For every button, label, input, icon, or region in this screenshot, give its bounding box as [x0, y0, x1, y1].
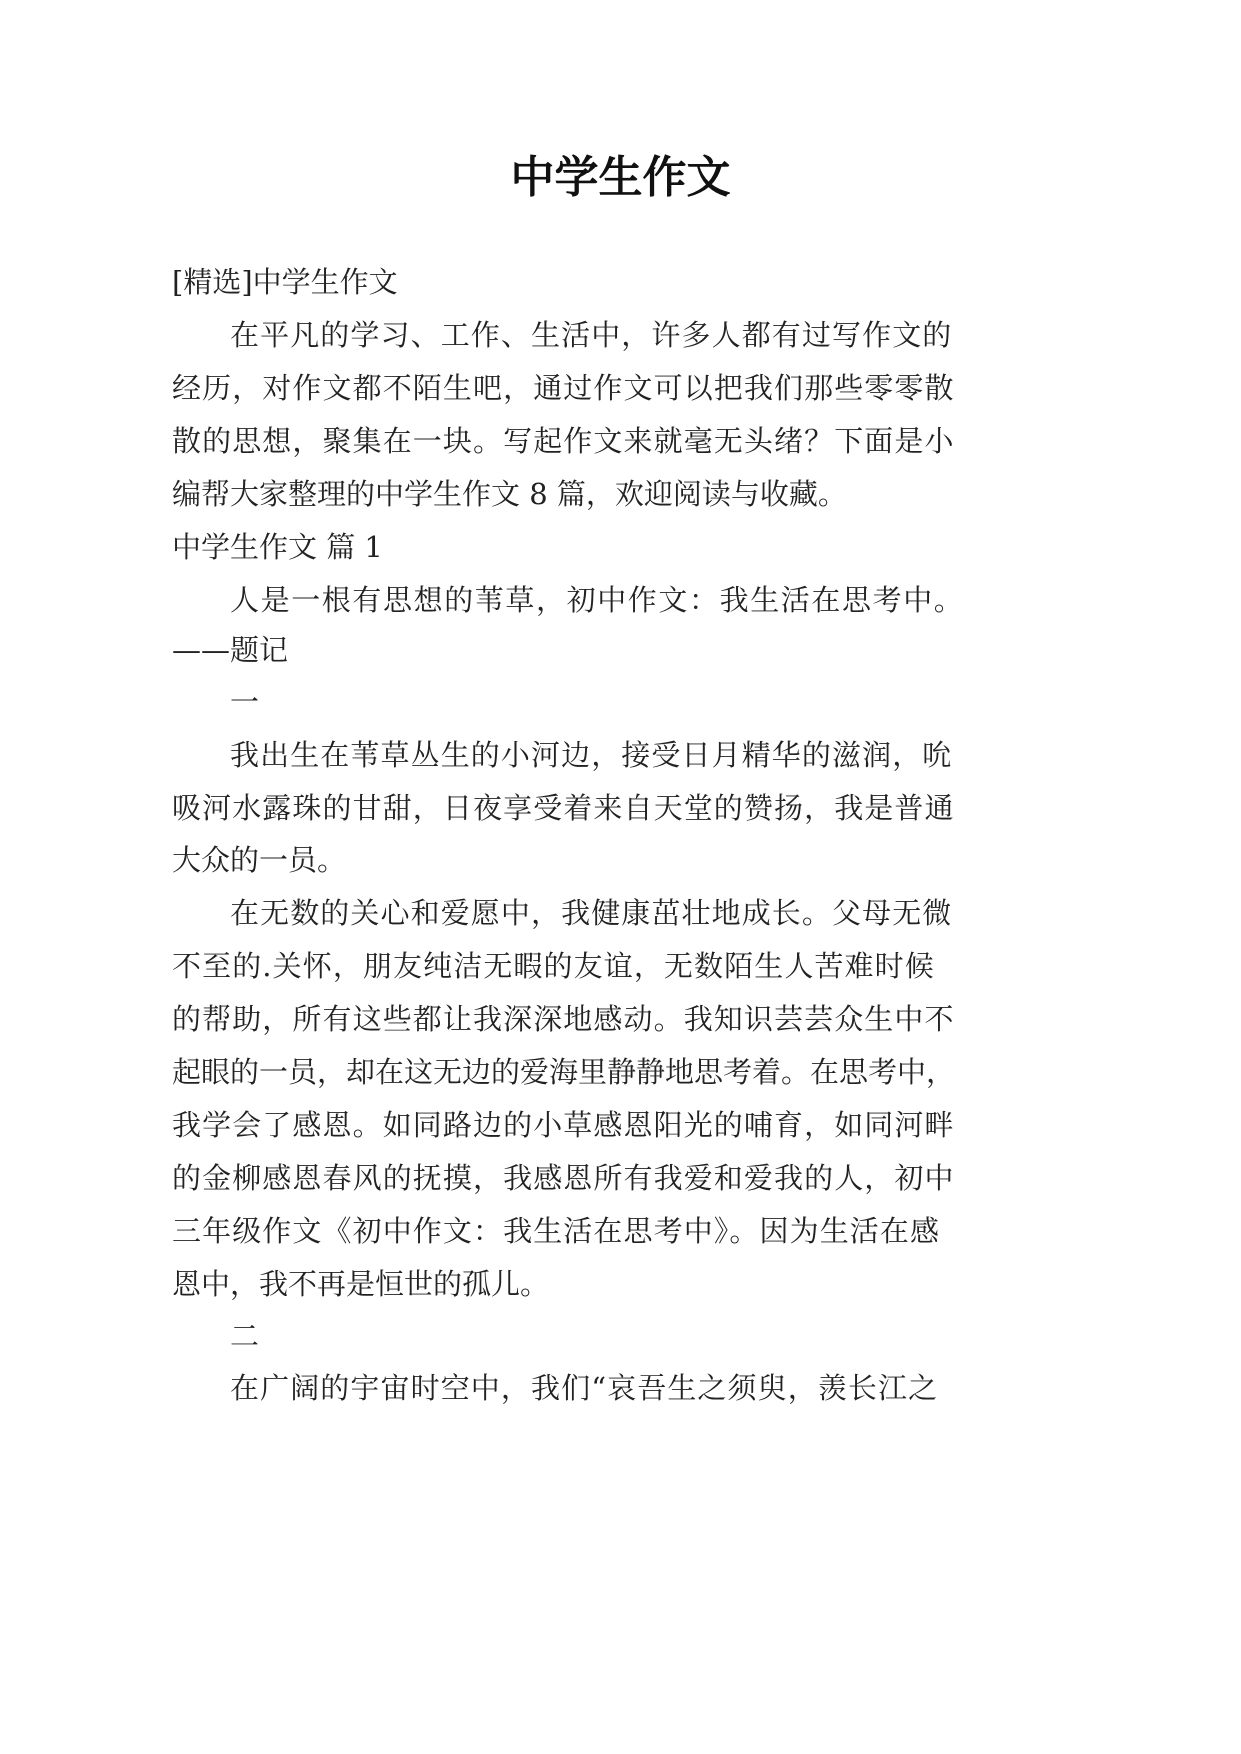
section-heading: 中学生作文 篇 1	[172, 530, 383, 564]
text-line: 一	[230, 685, 260, 719]
text-line: 的帮助，所有这些都让我深深地感动。我知识芸芸众生中不	[172, 1002, 955, 1036]
text-line: 经历，对作文都不陌生吧，通过作文可以把我们那些零零散	[172, 371, 955, 405]
text-line: 我学会了感恩。如同路边的小草感恩阳光的哺育，如同河畔	[172, 1108, 955, 1142]
document-title: 中学生作文	[510, 152, 731, 203]
text-line: 散的思想，聚集在一块。写起作文来就毫无头绪？下面是小	[172, 424, 955, 458]
text-line: 我出生在苇草丛生的小河边，接受日月精华的滋润，吮	[230, 738, 953, 772]
text-line: 在无数的关心和爱愿中，我健康茁壮地成长。父母无微	[230, 896, 953, 930]
text-line: 在广阔的宇宙时空中，我们“哀吾生之须臾，羡长江之	[230, 1371, 939, 1405]
text-line: 二	[230, 1319, 260, 1353]
text-line: 恩中，我不再是恒世的孤儿。	[172, 1267, 550, 1301]
text-line: 的金柳感恩春风的抚摸，我感恩所有我爱和爱我的人，初中	[172, 1161, 955, 1195]
text-line: 人是一根有思想的苇草，初中作文：我生活在思考中。	[230, 583, 965, 617]
text-line: 三年级作文《初中作文：我生活在思考中》。因为生活在感	[172, 1214, 941, 1248]
text-line: 不至的.关怀，朋友纯洁无暇的友谊，无数陌生人苦难时候	[172, 949, 935, 983]
text-line: 大众的一员。	[172, 843, 347, 877]
text-line: ——题记	[172, 633, 289, 667]
text-line: 编帮大家整理的中学生作文 8 篇，欢迎阅读与收藏。	[172, 477, 847, 511]
text-line: 在平凡的学习、工作、生活中，许多人都有过写作文的	[230, 318, 953, 352]
text-line: [精选]中学生作文	[172, 265, 398, 299]
text-line: 吸河水露珠的甘甜，日夜享受着来自天堂的赞扬，我是普通	[172, 791, 955, 825]
text-line: 起眼的一员，却在这无边的爱海里静静地思考着。在思考中，	[172, 1055, 956, 1089]
